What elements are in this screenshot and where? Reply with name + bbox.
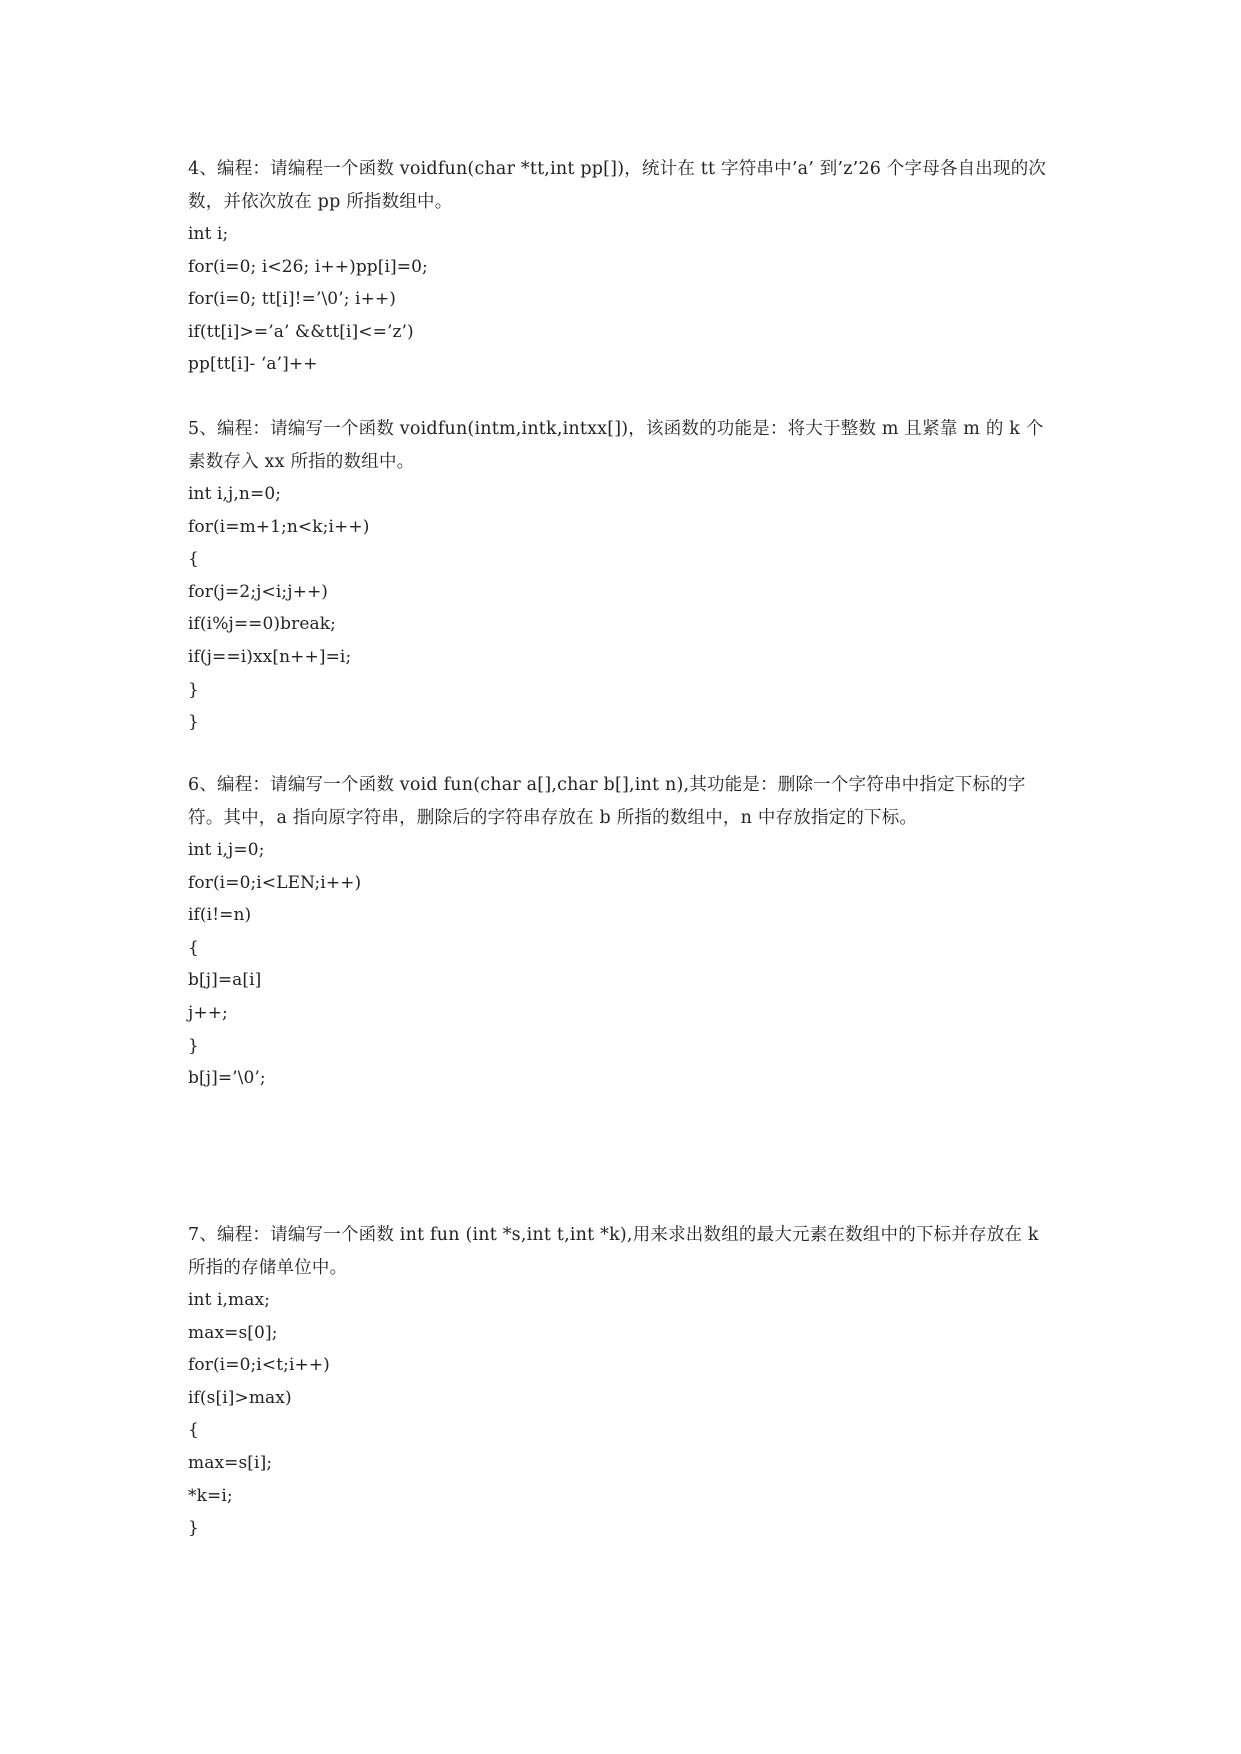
code-line: } <box>188 1518 199 1539</box>
code-line: { <box>188 1420 199 1441</box>
code-line: if(i%j==0)break; <box>188 614 336 635</box>
code-line: for(i=m+1;n<k;i++) <box>188 516 370 537</box>
code-line: if(j==i)xx[n++]=i; <box>188 646 352 667</box>
problem-prompt: 5、编程：请编写一个函数 voidfun(intm,intk,intxx[])，该函数的功能是：将大于整数 m 且紧靠 m 的 k 个素数存入 xx 所指的数组中。 <box>188 419 1044 472</box>
code-line: if(i!=n) <box>188 905 252 926</box>
code-line: int i,j=0; <box>188 840 265 860</box>
code-line: { <box>188 549 199 570</box>
code-line: if(tt[i]>=’a’ &&tt[i]<=’z’) <box>188 321 414 342</box>
code-line: } <box>188 679 199 700</box>
code-line: b[j]=’\0’; <box>188 1068 266 1089</box>
code-line: for(j=2;j<i;j++) <box>188 581 329 602</box>
code-line: max=s[0]; <box>188 1322 278 1343</box>
code-block <box>188 478 1058 739</box>
code-line: if(s[i]>max) <box>188 1387 292 1408</box>
code-block <box>188 218 1058 381</box>
problem-4 <box>188 153 1058 381</box>
code-line: int i; <box>188 224 229 244</box>
problem-7 <box>188 1219 1058 1545</box>
code-line: } <box>188 712 199 733</box>
problem-5 <box>188 413 1058 739</box>
code-line: for(i=0; tt[i]!=’\0’; i++) <box>188 289 396 310</box>
code-line: for(i=0;i<t;i++) <box>188 1355 330 1376</box>
code-line: max=s[i]; <box>188 1452 273 1473</box>
code-line: b[j]=a[i] <box>188 970 262 991</box>
code-line: { <box>188 937 199 958</box>
code-line: for(i=0; i<26; i++)pp[i]=0; <box>188 256 428 277</box>
code-line: pp[tt[i]- ‘a’]++ <box>188 354 318 375</box>
code-block <box>188 834 1058 1095</box>
problem-6 <box>188 769 1058 1095</box>
code-line: j++; <box>188 1002 228 1023</box>
code-line: int i,j,n=0; <box>188 484 282 504</box>
problem-prompt: 6、编程：请编写一个函数 void fun(char a[],char b[],int n),其功能是：删除一个字符串中指定下标的字符。其中，a 指向原字符串，删除后的字符串存放在 b 所指的数组中，n 中存放指定的下标。 <box>188 775 1026 828</box>
code-line: *k=i; <box>188 1485 233 1506</box>
problem-prompt: 4、编程：请编程一个函数 voidfun(char *tt,int pp[])，统计在 tt 字符串中’a’ 到’z’26 个字母各自出现的次数，并依次放在 pp 所指数组中。 <box>188 159 1047 212</box>
code-line: } <box>188 1035 199 1056</box>
code-line: int i,max; <box>188 1290 271 1310</box>
code-line: for(i=0;i<LEN;i++) <box>188 872 362 893</box>
code-block <box>188 1284 1058 1545</box>
problem-prompt: 7、编程：请编写一个函数 int fun (int *s,int t,int *k),用来求出数组的最大元素在数组中的下标并存放在 k 所指的存储单位中。 <box>188 1225 1039 1278</box>
